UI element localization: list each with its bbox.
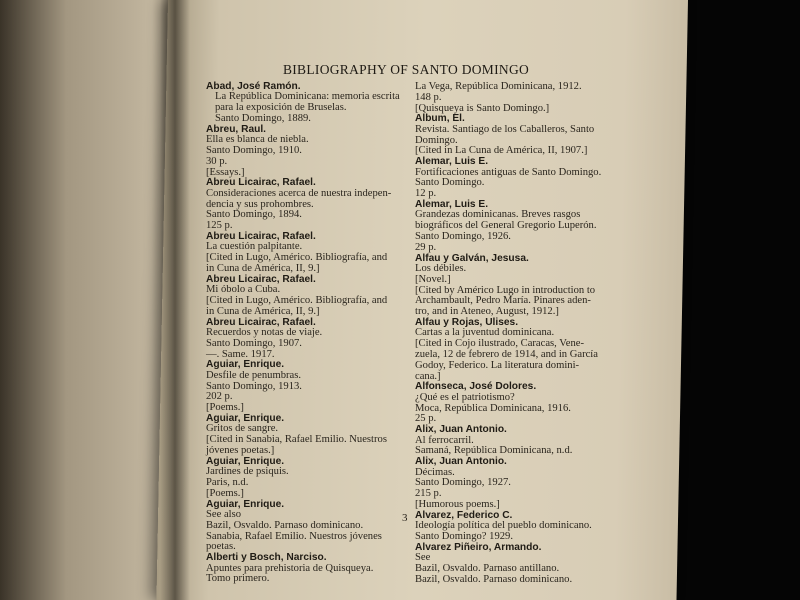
entry-text: Santo Domingo, 1926.	[415, 230, 511, 242]
entry-text: 215 p.	[415, 488, 442, 500]
entry-text: ¿Qué es el patriotismo?	[415, 391, 515, 403]
entry-text: [Poems.]	[206, 487, 244, 499]
entry-text: [Cited in La Cuna de América, II, 1907.]	[415, 145, 588, 157]
entry-author: Alfau y Rojas, Ulises.	[415, 316, 519, 328]
page-title: BIBLIOGRAPHY OF SANTO DOMINGO	[282, 62, 530, 77]
entry-text: 125 p.	[206, 220, 233, 232]
entry-text: [Cited by Américo Lugo in introduction to	[415, 284, 596, 296]
entry-text: 30 p.	[206, 155, 228, 167]
entry-author: Aguiar, Enrique.	[206, 498, 285, 510]
entry-text: Santo Domingo, 1907.	[206, 337, 302, 349]
entry-author: Alfau y Galván, Jesusa.	[415, 252, 529, 264]
entry-text: 148 p.	[415, 91, 442, 103]
entry-text: Desfile de penumbras.	[206, 369, 302, 381]
entry-text: Los débiles.	[415, 262, 467, 274]
entry-text: [Cited in Lugo, Américo. Bibliografía, and	[206, 252, 388, 264]
entry-text: [Cited in Lugo, Américo. Bibliografía, and	[206, 294, 388, 306]
entry-text: Revista. Santiago de los Caballeros, Santo	[415, 123, 595, 135]
entry-text: Samaná, República Dominicana, n.d.	[415, 445, 573, 457]
entry-author: Abreu, Raul.	[206, 123, 267, 135]
entry-text: Santo Domingo, 1889.	[215, 113, 311, 124]
entry-author: Alvarez Piñeiro, Armando.	[415, 541, 542, 553]
entry-text: See	[415, 552, 431, 564]
entry-author: Abreu Licairac, Rafael.	[206, 230, 316, 242]
entry-text: Décimas.	[415, 466, 455, 478]
entry-text: Tomo primero.	[206, 573, 270, 585]
entry-author: Abreu Licairac, Rafael.	[206, 273, 316, 285]
entry-text: Paris, n.d.	[206, 476, 249, 488]
entry-text: Bazil, Osvaldo. Parnaso dominicano.	[206, 519, 364, 531]
entry-author: Alfonseca, José Dolores.	[415, 381, 537, 393]
entry-text: Domingo.	[415, 134, 458, 146]
entry-text: 12 p.	[415, 188, 437, 200]
entry-text: Gritos de sangre.	[206, 423, 279, 435]
entry-text: Al ferrocarril.	[415, 434, 474, 446]
entry-text: Godoy, Federico. La literatura domini-	[415, 359, 580, 371]
entry-author: Abreu Licairac, Rafael.	[206, 177, 316, 189]
entry-text: See also	[206, 508, 242, 520]
entry-text: Grandezas dominicanas. Breves rasgos	[415, 209, 581, 221]
entry-text: [Cited in Cojo ilustrado, Caracas, Vene-	[415, 338, 584, 350]
entry-text: Santo Domingo, 1894.	[206, 209, 302, 221]
entry-author: Alvarez, Federico C.	[415, 509, 513, 521]
entry-author: Alemar, Luis E.	[415, 198, 489, 210]
entry-author: Aguiar, Enrique.	[206, 359, 285, 371]
entry-text: Jardines de psiquis.	[206, 466, 289, 478]
entry-text: La República Dominicana: memoria escrita	[215, 91, 400, 103]
entry-text: La cuestión palpitante.	[206, 241, 303, 253]
entry-text: para la exposición de Bruselas.	[215, 102, 347, 114]
entry-text: Santo Domingo, 1913.	[206, 380, 302, 392]
entry-text: Ella es blanca de niebla.	[206, 134, 309, 146]
entry-text: Sanabia, Rafael Emilio. Nuestros jóvenes	[206, 530, 382, 542]
bibliography-column-right	[415, 82, 647, 586]
entry-author: Alix, Juan Antonio.	[415, 424, 507, 436]
entry-text: Santo Domingo? 1929.	[415, 530, 513, 542]
entry-author: Abad, José Ramón.	[206, 81, 301, 92]
entry-text: Consideraciones acerca de nuestra indepen-	[206, 187, 392, 199]
entry-author: Abreu Licairac, Rafael.	[206, 316, 316, 328]
entry-text: 29 p.	[415, 241, 437, 253]
book-gutter-shadow	[160, 0, 190, 600]
entry-text: tro, and in Ateneo, August, 1912.]	[415, 306, 559, 318]
entry-author: Album, El.	[415, 113, 465, 125]
entry-text: jóvenes poetas.]	[206, 444, 275, 456]
entry-text: [Novel.]	[415, 273, 451, 285]
entry-text: cana.]	[415, 370, 441, 382]
entry-text: Cartas a la juventud dominicana.	[415, 327, 555, 339]
entry-text: Moca, República Dominicana, 1916.	[415, 402, 571, 414]
entry-author: Alix, Juan Antonio.	[415, 456, 507, 468]
entry-text: [Humorous poems.]	[415, 498, 500, 510]
entry-text: Fortificaciones antiguas de Santo Domingo.	[415, 166, 602, 178]
entry-text: [Essays.]	[206, 166, 245, 178]
entry-author: Alberti y Bosch, Narciso.	[206, 552, 327, 564]
entry-text: in Cuna de América, II, 9.]	[206, 305, 320, 317]
entry-text: Bazil, Osvaldo. Parnaso dominicano.	[415, 573, 573, 585]
entry-text: in Cuna de América, II, 9.]	[206, 262, 320, 274]
entry-text: La Vega, República Dominicana, 1912.	[415, 81, 582, 92]
entry-text: Ideología política del pueblo dominicano.	[415, 520, 592, 532]
entry-text: 202 p.	[206, 391, 233, 403]
entry-text: biográficos del General Gregorio Luperón.	[415, 220, 597, 232]
entry-text: dencia y sus prohombres.	[206, 198, 314, 210]
entry-text: zuela, 12 de febrero de 1914, and in García	[415, 348, 598, 360]
entry-author: Aguiar, Enrique.	[206, 412, 285, 424]
entry-text: [Poems.]	[206, 402, 244, 414]
entry-text: [Quisqueya is Santo Domingo.]	[415, 102, 550, 114]
entry-text: Apuntes para prehistoria de Quisqueya.	[206, 562, 374, 574]
entry-text: Santo Domingo.	[415, 177, 485, 189]
bibliography-column-left	[206, 82, 416, 585]
page-number: 3	[402, 512, 408, 524]
entry-text: Santo Domingo, 1910.	[206, 145, 302, 156]
entry-author: Aguiar, Enrique.	[206, 455, 285, 467]
entry-text: Mi óbolo a Cuba.	[206, 284, 281, 296]
entry-text: Santo Domingo, 1927.	[415, 477, 511, 489]
entry-text: 25 p.	[415, 413, 437, 425]
entry-text: [Cited in Sanabia, Rafael Emilio. Nuestros	[206, 434, 387, 446]
entry-text: Bazil, Osvaldo. Parnaso antillano.	[415, 562, 560, 574]
entry-text: poetas.	[206, 541, 236, 553]
entry-author: Alemar, Luis E.	[415, 156, 489, 168]
entry-text: —. Same. 1917.	[206, 348, 275, 360]
entry-text: Recuerdos y notas de viaje.	[206, 326, 323, 338]
entry-text: Archambault, Pedro María. Pinares aden-	[415, 295, 591, 307]
